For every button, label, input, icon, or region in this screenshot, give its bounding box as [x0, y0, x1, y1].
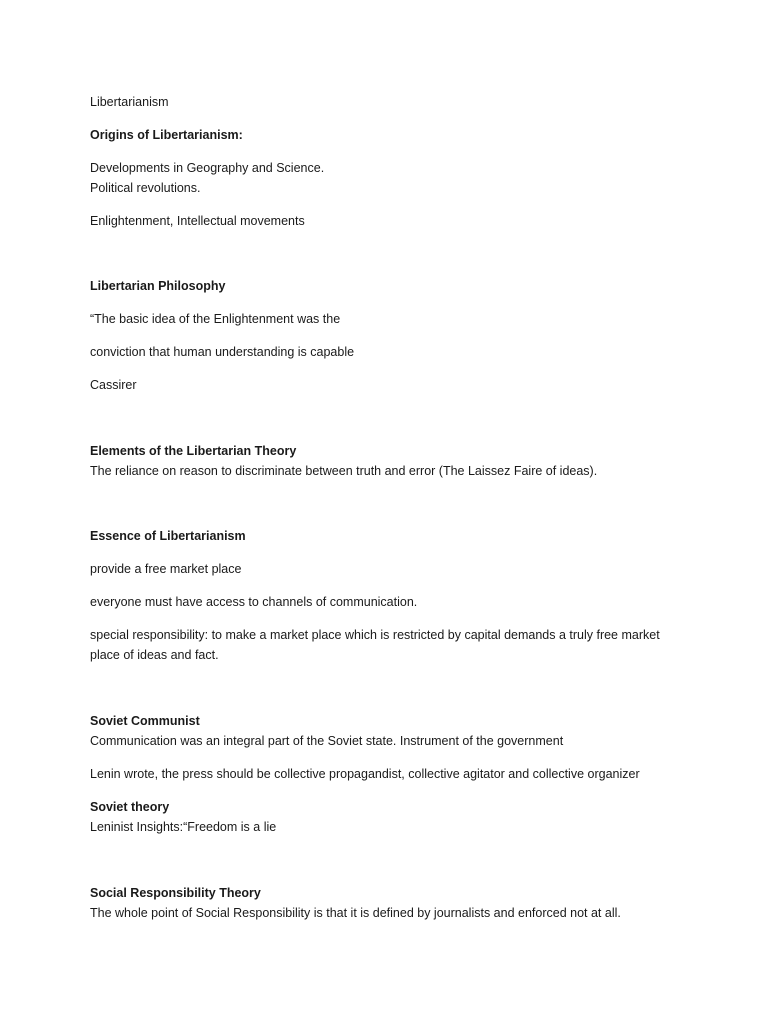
essence-line-2: everyone must have access to channels of communication.	[90, 595, 418, 609]
soviet-communist-line-2: Lenin wrote, the press should be collective propagandist, collective agitator and collective organizer	[90, 767, 640, 781]
social-responsibility-line-1: The whole point of Social Responsibility is that it is defined by journalists and enforced not at all.	[90, 906, 621, 920]
essence-heading: Essence of Libertarianism	[90, 529, 246, 543]
essence-line-3: special responsibility: to make a market place which is restricted by capital demands a truly free market place of ideas and fact.	[90, 628, 660, 662]
philosophy-line-2: conviction that human understanding is capable	[90, 345, 355, 359]
philosophy-line-1: “The basic idea of the Enlightenment was the	[90, 312, 341, 326]
elements-line-1: The reliance on reason to discriminate between truth and error (The Laissez Faire of ideas).	[90, 464, 598, 478]
philosophy-line-3: Cassirer	[90, 378, 137, 392]
soviet-communist-heading: Soviet Communist	[90, 714, 200, 728]
origins-line-2: Political revolutions.	[90, 181, 201, 195]
philosophy-heading: Libertarian Philosophy	[90, 279, 226, 293]
soviet-theory-heading: Soviet theory	[90, 800, 170, 814]
social-responsibility-heading: Social Responsibility Theory	[90, 886, 261, 900]
origins-line-3: Enlightenment, Intellectual movements	[90, 214, 305, 228]
origins-line-1: Developments in Geography and Science.	[90, 161, 325, 175]
origins-heading: Origins of Libertarianism:	[90, 128, 243, 142]
elements-heading: Elements of the Libertarian Theory	[90, 444, 297, 458]
essence-line-1: provide a free market place	[90, 562, 242, 576]
soviet-communist-line-1: Communication was an integral part of the Soviet state. Instrument of the government	[90, 734, 564, 748]
soviet-theory-line-1: Leninist Insights:“Freedom is a lie	[90, 820, 277, 834]
document-title: Libertarianism	[90, 95, 169, 109]
